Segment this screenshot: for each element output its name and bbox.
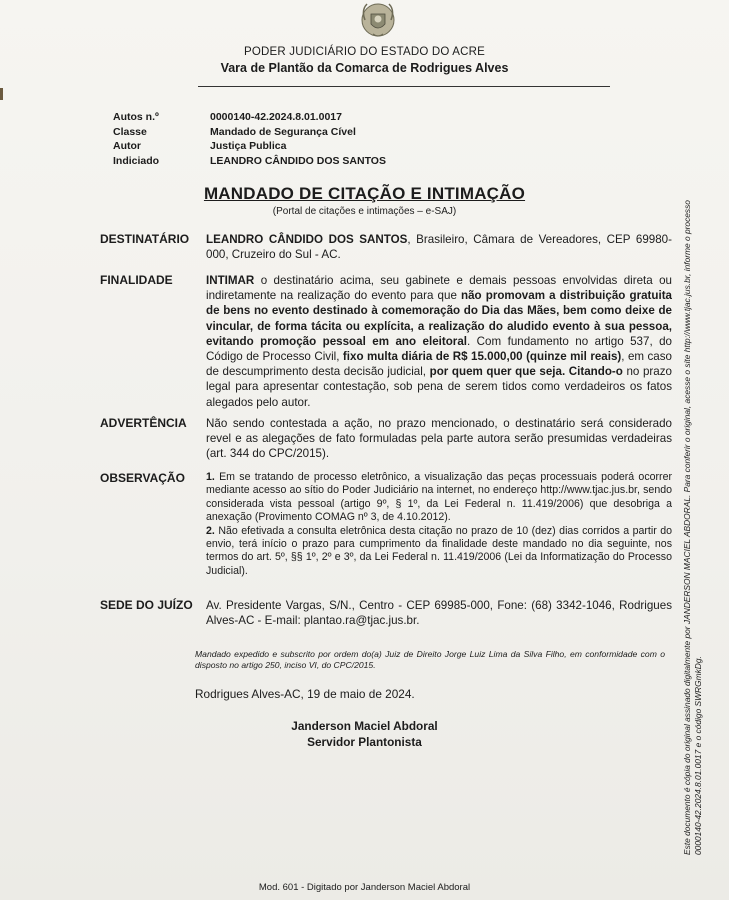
signatory-role: Servidor Plantonista: [307, 735, 422, 749]
meta-value: Justiça Publica: [210, 140, 287, 152]
text-bold: fixo multa diária de R$ 15.000,00 (quinze mil reais): [342, 350, 622, 364]
meta-label: Autos n.º: [113, 111, 159, 123]
section-label: DESTINATÁRIO: [100, 232, 190, 246]
section-sede: [100, 598, 672, 628]
document-title: MANDADO DE CITAÇÃO E INTIMAÇÃO: [203, 184, 526, 203]
meta-label: Classe: [113, 125, 147, 138]
document-subtitle: (Portal de citações e intimações – e-SAJ): [272, 206, 457, 217]
page-footer: Mod. 601 - Digitado por Janderson Maciel Abdoral: [258, 882, 471, 893]
section-advertencia: [100, 416, 672, 462]
meta-row-indiciado: [113, 154, 386, 169]
section-finalidade: [100, 273, 672, 410]
case-metadata: [113, 110, 386, 168]
text-bold: não promovam a distribuição gratuita de bens no evento destinado à comemoração do Dia das Mães, bem como deixe de vincular, de forma tácita ou explícita, a realização do aludido evento à sua pessoa, evitando promoção pessoal em ano eleitoral: [206, 289, 673, 348]
text-bold: por quem quer que seja. Citando-o: [429, 365, 623, 379]
section-label: OBSERVAÇÃO: [100, 471, 185, 485]
meta-row-classe: [113, 125, 386, 140]
header-organization: PODER JUDICIÁRIO DO ESTADO DO ACRE: [243, 46, 486, 58]
issuance-note: Mandado expedido e subscrito por ordem do(a) Juiz de Direito Jorge Luiz Lima da Silva Filho, em conformidade com o disposto no artigo 250, inciso VI, do CPC/2015.: [195, 649, 665, 670]
verification-line-2: 0000140-42.2024.8.01.0017 e o código SWRGmkDg.: [693, 656, 703, 855]
text-regular: . Com fundamento no artigo 537, do Código de Processo Civil,: [206, 334, 673, 364]
signatory-name: Janderson Maciel Abdoral: [291, 719, 438, 733]
section-label: FINALIDADE: [100, 273, 173, 287]
recipient-name: LEANDRO CÂNDIDO DOS SANTOS: [206, 233, 408, 246]
section-label: SEDE DO JUÍZO: [100, 598, 193, 612]
text-regular: no prazo legal para apresentar contestação, sob pena de serem tidos como verdadeiros os fatos alegados pelo autor.: [206, 365, 672, 409]
meta-label: Indiciado: [113, 154, 160, 167]
text-bold: INTIMAR: [206, 274, 255, 287]
section-text: [206, 232, 672, 262]
meta-value: 0000140-42.2024.8.01.0017: [210, 111, 342, 123]
meta-row-autor: [113, 139, 386, 154]
verification-margin: [682, 95, 726, 855]
item-number: 1.: [206, 471, 215, 483]
item-number: 2.: [206, 524, 215, 537]
verification-line-1: Este documento é cópia do original assinado digitalmente por JANDERSON MACIEL ABDORAL. Para conferir o original, acesse o site http://www.tjac.jus.br, informe o processo: [682, 200, 692, 855]
meta-value: Mandado de Segurança Cível: [210, 125, 356, 138]
item-text: Não efetivada a consulta eletrônica desta citação no prazo de 10 (dez) dias corridos a partir do envio, terá início o prazo para cumprimento da finalidade deste mandado no dia seguinte, nos termos do art. 5º, §§ 1º, 2º e 3º, da Lei Federal n. 11.419/2006 (Lei da Informatização do Processo Judicial).: [206, 524, 672, 577]
issue-date: Rodrigues Alves-AC, 19 de maio de 2024.: [195, 687, 415, 701]
section-text: Não sendo contestada a ação, no prazo mencionado, o destinatário será considerado revel e as alegações de fato formuladas pela parte autora serão presumidas verdadeiras (art. 344 do CPC/2015).: [206, 417, 672, 461]
section-destinatario: [100, 232, 672, 262]
text-regular: , em caso de descumprimento desta decisão judicial,: [206, 350, 673, 379]
section-text: [206, 471, 672, 578]
section-label: ADVERTÊNCIA: [100, 416, 187, 430]
section-observacao: [100, 471, 672, 578]
header-court: Vara de Plantão da Comarca de Rodrigues Alves: [220, 61, 509, 75]
item-text: Em se tratando de processo eletrônico, a visualização das peças processuais poderá ocorrer mediante acesso ao sítio do Poder Judiciário na internet, no endereço http://www.tjac.jus.br, sendo considerada vista pessoal (artigo 9º, § 1º, da Lei Federal n. 11.419/2006) que desobriga a anexação (Provimento COMAG nº 3, de 4.10.2012).: [206, 471, 672, 524]
observation-item-2: [206, 525, 672, 579]
header-divider: [198, 86, 610, 87]
section-text: [206, 273, 672, 410]
section-text: Av. Presidente Vargas, S/N., Centro - CEP 69985-000, Fone: (68) 3342-1046, Rodrigues Alves-AC - E-mail: plantao.ra@tjac.jus.br.: [206, 599, 672, 628]
coat-of-arms-icon: [357, 0, 399, 40]
meta-value: LEANDRO CÂNDIDO DOS SANTOS: [210, 154, 386, 167]
text-regular: o destinatário acima, seu gabinete e demais pessoas envolvidas direta ou indiretamente na realização do evento para que: [206, 274, 672, 303]
observation-item-1: [206, 471, 672, 525]
meta-row-autos: [113, 110, 386, 125]
verification-text: [682, 95, 704, 855]
recipient-details: , Brasileiro, Câmara de Vereadores, CEP 69980-000, Cruzeiro do Sul - AC.: [206, 233, 672, 262]
meta-label: Autor: [113, 140, 141, 152]
binder-mark: [0, 88, 3, 100]
